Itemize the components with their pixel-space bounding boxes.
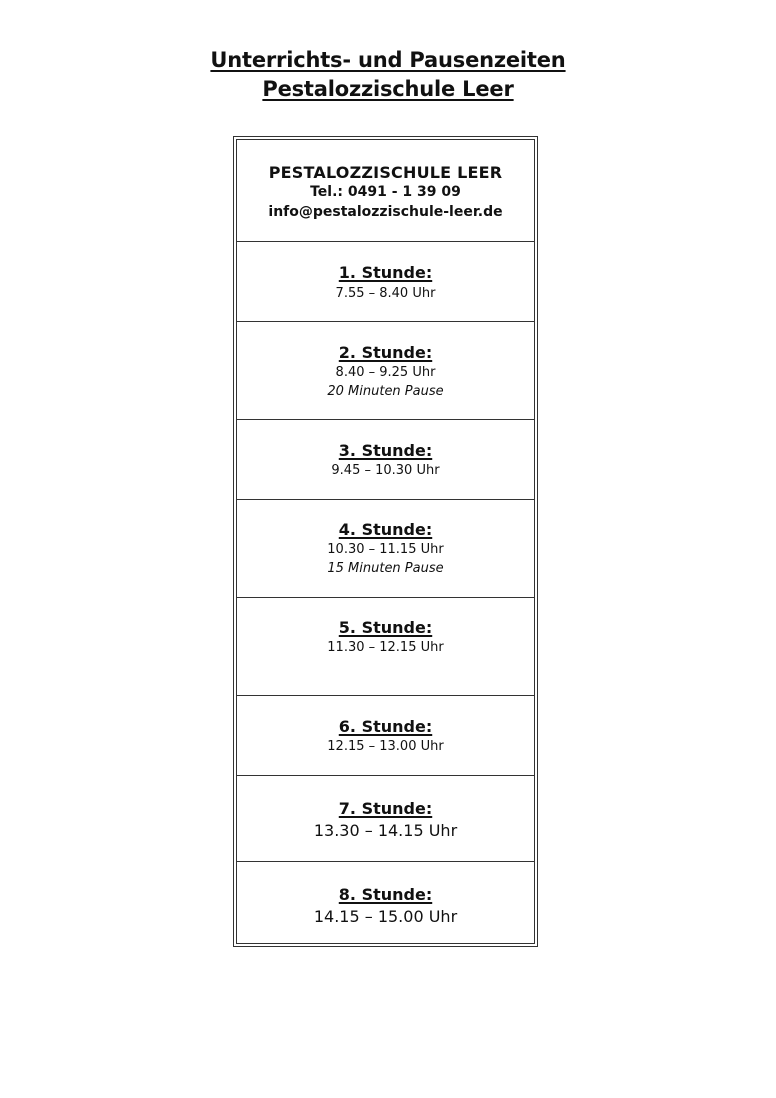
lesson-label: 1. Stunde: xyxy=(338,263,433,282)
school-name: PESTALOZZISCHULE LEER xyxy=(268,163,503,182)
page-subtitle: Pestalozzischule Leer xyxy=(262,77,514,101)
page-title: Unterrichts- und Pausenzeiten xyxy=(210,48,566,72)
lesson-row-5 xyxy=(237,597,534,695)
lesson-label: 6. Stunde: xyxy=(338,717,433,736)
lesson-pause: 15 Minuten Pause xyxy=(327,561,444,576)
lesson-time: 11.30 – 12.15 Uhr xyxy=(327,640,444,655)
lesson-time: 7.55 – 8.40 Uhr xyxy=(335,286,436,301)
lesson-time: 12.15 – 13.00 Uhr xyxy=(327,739,444,754)
lesson-label: 4. Stunde: xyxy=(338,520,433,539)
lesson-label: 3. Stunde: xyxy=(338,441,433,460)
lesson-row-1 xyxy=(237,241,534,321)
schedule-table xyxy=(236,139,535,944)
lesson-row-7 xyxy=(237,775,534,861)
lesson-row-2 xyxy=(237,321,534,419)
lesson-time: 13.30 – 14.15 Uhr xyxy=(313,821,458,840)
lesson-label: 2. Stunde: xyxy=(338,343,433,362)
school-email: info@pestalozzischule-leer.de xyxy=(268,204,503,220)
lesson-label: 8. Stunde: xyxy=(338,885,433,904)
lesson-time: 10.30 – 11.15 Uhr xyxy=(327,542,444,557)
lesson-row-4 xyxy=(237,499,534,597)
lesson-row-3 xyxy=(237,419,534,499)
lesson-row-8 xyxy=(237,861,534,943)
school-phone: Tel.: 0491 - 1 39 09 xyxy=(310,184,461,200)
school-header-cell xyxy=(237,140,534,241)
lesson-time: 14.15 – 15.00 Uhr xyxy=(313,907,458,926)
lesson-label: 7. Stunde: xyxy=(338,799,433,818)
lesson-pause: 20 Minuten Pause xyxy=(327,384,444,399)
lesson-time: 8.40 – 9.25 Uhr xyxy=(335,365,436,380)
lesson-time: 9.45 – 10.30 Uhr xyxy=(331,463,440,478)
lesson-label: 5. Stunde: xyxy=(338,618,433,637)
lesson-row-6 xyxy=(237,695,534,775)
